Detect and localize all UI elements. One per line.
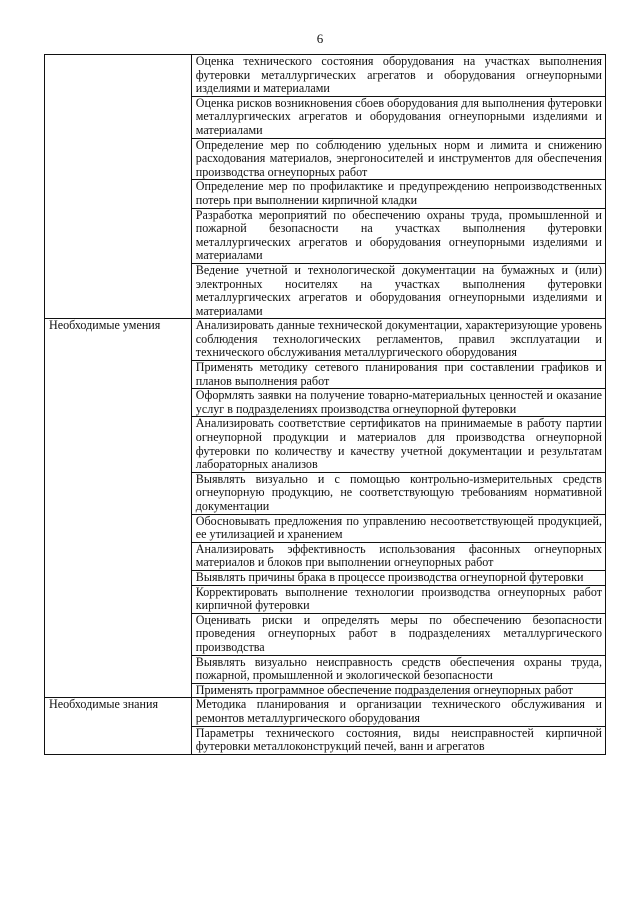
requirement-cell	[191, 263, 605, 318]
requirement-cell	[191, 389, 605, 417]
section-label	[45, 55, 192, 319]
requirement-cell	[191, 683, 605, 698]
requirement-cell	[191, 319, 605, 361]
requirement-text: Методика планирования и организации технического обслуживания и ремонтов металлургического оборудования	[195, 697, 602, 725]
requirement-cell	[191, 514, 605, 542]
requirement-text: Оценка технического состояния оборудования на участках выполнения футеровки металлургических агрегатов и оборудования огнеупорными изделиями и материалами	[195, 54, 602, 96]
requirement-text: Оценка рисков возникновения сбоев оборудования для выполнения футеровки металлургических агрегатов и оборудования огнеупорными изделиями и материалами	[195, 95, 602, 137]
requirement-text: Параметры технического состояния, виды неисправностей кирпичной футеровки металлоконструкций печей, ванн и агрегатов	[195, 725, 602, 754]
requirement-cell	[191, 542, 605, 570]
requirement-text: Оформлять заявки на получение товарно-материальных ценностей и оказание услуг в подразделениях производства огнеупорной футеровки	[195, 388, 602, 416]
requirement-text: Применять программное обеспечение подразделения огнеупорных работ	[195, 682, 573, 697]
requirement-cell	[191, 472, 605, 514]
requirement-cell	[191, 726, 605, 754]
requirement-cell	[191, 698, 605, 726]
requirement-text: Разработка мероприятий по обеспечению охраны труда, промышленной и пожарной безопасности на участках выполнения футеровки металлургических агрегатов и оборудования огнеупорными изделиями и материалами	[195, 207, 602, 263]
requirement-text: Обосновывать предложения по управлению несоответствующей продукцией, ее утилизацией и хранением	[195, 513, 602, 542]
requirement-text: Применять методику сетевого планирования при составлении графиков и планов выполнения работ	[195, 360, 602, 388]
requirement-cell	[191, 96, 605, 138]
table-row	[45, 55, 606, 97]
requirement-text: Выявлять визуально неисправность средств обеспечения охраны труда, пожарной, промышленной и экологической безопасности	[195, 654, 602, 683]
section-label: Необходимые умения	[45, 319, 192, 698]
requirement-text: Анализировать соответствие сертификатов на принимаемые в работу партии огнеупорной продукции и материалов для производства огнеупорной футеровки по количеству и качеству учетной документации и результатам лабораторных анализов	[195, 416, 602, 472]
requirement-cell	[191, 613, 605, 655]
requirement-cell	[191, 417, 605, 472]
requirement-cell	[191, 180, 605, 208]
requirement-text: Определение мер по соблюдению удельных норм и лимита и снижению расходования материалов, энергоносителей и инструментов для обеспечения производства огнеупорных работ	[195, 137, 602, 179]
requirement-text: Ведение учетной и технологической документации на бумажных и (или) электронных носителях на участках выполнения футеровки металлургических агрегатов и оборудования огнеупорными изделиями и материалами	[195, 262, 602, 318]
table-row	[45, 319, 606, 361]
requirement-cell	[191, 138, 605, 180]
requirement-text: Анализировать эффективность использования фасонных огнеупорных материалов и блоков при выполнении огнеупорных работ	[195, 541, 602, 570]
requirement-text: Оценивать риски и определять меры по обеспечению безопасности проведения огнеупорных работ в подразделениях металлургического производства	[195, 612, 602, 654]
requirement-text: Анализировать данные технической документации, характеризующие уровень соблюдения технологических регламентов, правил эксплуатации и технического обслуживания металлургического оборудования	[195, 318, 602, 360]
page-number: 6	[316, 31, 324, 46]
requirement-text: Определение мер по профилактике и предупреждению непроизводственных потерь при выполнении кирпичной кладки	[195, 179, 602, 207]
requirement-cell	[191, 585, 605, 613]
requirement-text: Выявлять визуально и с помощью контрольно-измерительных средств огнеупорную продукцию, не соответствующую требованиям нормативной документации	[195, 471, 602, 513]
table-row	[45, 698, 606, 726]
requirement-cell	[191, 655, 605, 683]
requirement-cell	[191, 55, 605, 97]
requirement-cell	[191, 570, 605, 585]
requirement-text: Корректировать выполнение технологии производства огнеупорных работ кирпичной футеровки	[195, 584, 602, 613]
requirement-cell	[191, 361, 605, 389]
requirement-text: Выявлять причины брака в процессе производства огнеупорной футеровки	[195, 569, 584, 584]
requirements-table	[44, 54, 606, 755]
section-label: Необходимые знания	[45, 698, 192, 754]
requirement-cell	[191, 208, 605, 263]
